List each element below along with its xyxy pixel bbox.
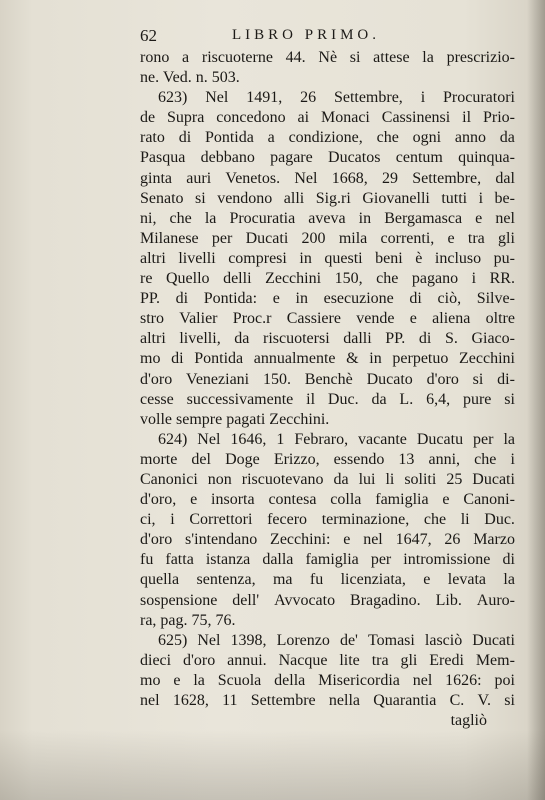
word: in [369,350,382,368]
word: Ducatos [328,149,381,167]
word: anno [454,129,486,147]
text-line [140,651,515,671]
word: colla [330,491,362,509]
word: che [376,270,399,288]
word: vacante [358,430,407,448]
text-line [140,370,515,390]
word: Auro- [476,591,515,609]
word: tutti [441,189,468,207]
word: Silve- [476,290,515,308]
page-bottom-shadow [0,730,545,800]
word: pure [462,390,492,408]
word: Supra [167,109,205,127]
text-line [140,430,515,450]
word: 150, [334,270,363,288]
text-line [140,48,515,68]
word: che [169,209,192,227]
word: 1628, [172,692,209,709]
word: riscuotevano [241,470,324,488]
word: di [178,129,192,147]
word: gli [400,651,418,669]
word: Senato [140,189,184,207]
word: rato [140,129,165,147]
word: ai [297,109,310,127]
word: Cassiere [286,310,341,328]
word: riscuotersi [262,330,330,348]
word: concedono [216,109,286,127]
word: de [140,109,156,127]
word: Avvocato [274,591,336,609]
word: stro [140,310,164,328]
word: Pontida [194,350,244,368]
word: di [502,551,515,569]
word: fatta [165,551,194,569]
word: 1491, [246,89,283,107]
word: 624) [158,430,188,448]
word: Giaco- [471,330,515,348]
word: ni, [140,209,157,227]
word: 623) [158,89,188,107]
word: 1398, [230,631,267,649]
word: sentenza, [196,571,256,589]
word: Sig.ri [315,189,351,207]
word: Correttori [189,511,253,529]
word: licenziata, [340,571,406,589]
word: Lib. [435,591,462,609]
word: Bergamasca [384,209,463,227]
word: 1626: [445,671,482,689]
word: li [385,470,395,488]
word: de' [339,631,358,649]
word: & [346,350,359,368]
word: d'oro, [140,491,177,509]
word: essendo [333,450,385,468]
word: e [475,209,483,227]
text-line [140,108,515,128]
word: annualmente [253,350,336,368]
word: ciò, [437,290,462,308]
word: i [510,450,515,468]
word: Nel [197,430,221,448]
word: ci, [140,511,156,529]
word: istanza [205,551,251,569]
word: i [170,511,175,529]
word: vende [356,310,395,328]
word: Monaci [320,109,370,127]
body-text [140,48,515,731]
word: tra [467,229,485,247]
word: 29 [381,169,398,187]
running-title: LIBRO PRIMO. [232,27,381,43]
word: Procuratia [229,209,296,227]
word: per [473,430,494,448]
word: Settembre, [412,169,482,187]
text-line [140,671,515,691]
word: questi [324,249,363,267]
word: prescrizio- [446,49,515,66]
word: dal [495,169,515,187]
word: Pontida [204,129,254,147]
word: Proc.r [232,310,272,328]
word: Febraro, [294,430,349,448]
word: L. [399,390,414,408]
word: centum [395,149,443,167]
catchword: tagliò [450,712,487,730]
word: perpetuo [392,350,449,368]
text-line [140,550,515,570]
word: Misericordia [318,671,400,689]
word: e [409,310,417,328]
word: attese [373,49,410,66]
text-line: ne. Ved. n. 503. [140,69,240,87]
word: altri [140,249,166,267]
word: nella [328,692,360,709]
text-line [140,169,515,189]
text-line: ra, pag. 75, 76. [140,611,236,629]
word: Bragadino. [350,591,421,609]
word: livelli [178,249,216,267]
text-line [140,570,515,590]
word: il [306,390,316,408]
word: la [204,209,217,227]
word: e [447,229,455,247]
word: Ducatu [416,430,464,448]
word: è [415,249,423,267]
word: morte [140,450,178,468]
word: d'oro [183,651,216,669]
word: soliti [404,470,437,488]
word: fu [309,571,324,589]
word: Settembre [250,692,316,709]
text-line [140,591,515,611]
word: si [195,189,206,207]
word: da [499,129,515,147]
word: fu [140,551,154,569]
text-line [140,450,515,470]
word: Prio- [482,109,515,127]
word: condizione, [288,129,363,147]
word: Canonici [140,470,198,488]
word: contesa [268,491,317,509]
word: auri [186,169,212,187]
word: 1668, [331,169,368,187]
word: da [371,390,387,408]
word: 44. [285,49,306,66]
word: pu- [493,249,515,267]
word: che [474,450,497,468]
word: rono [140,49,170,66]
text-line [140,490,515,510]
text-line [140,470,515,490]
word: gli [498,229,515,247]
word: Quello [165,270,210,288]
word: Marzo [473,531,515,549]
word: 13 [398,450,415,468]
word: i [478,189,484,207]
word: V. [477,692,492,709]
word: Zecchini: [270,531,331,549]
word: aliena [432,310,471,328]
word: in [299,249,312,267]
word: mila [338,229,368,247]
word: Duc. [484,511,515,529]
text-line [140,88,515,108]
word: Valier [179,310,218,328]
word: si [349,49,361,66]
word: d'oro [426,370,459,388]
word: anni, [428,450,461,468]
word: alli [283,189,305,207]
word: da [333,470,349,488]
text-line [140,269,515,289]
word: annui. [227,651,267,669]
word: di [175,290,189,308]
word: Benchè [304,370,353,388]
word: Nel [197,631,221,649]
word: Veneziani [186,370,250,388]
word: a [267,129,275,147]
word: 1647, [395,531,432,549]
word: Ducato [366,370,413,388]
word: in [295,290,308,308]
word: del [191,450,211,468]
word: Nacque [278,651,328,669]
text-line [140,289,515,309]
word: Cassinensi [381,109,451,127]
word: e [442,491,450,509]
word: 1646, [230,430,267,448]
word: che [423,511,447,529]
word: debbano [200,149,255,167]
word: Zecchini [459,350,515,368]
word: 26 [444,531,461,549]
word: PP. [385,330,406,348]
word: Zecchini [265,270,322,288]
word: dalla [262,551,294,569]
word: tra [371,651,389,669]
page-header [140,26,500,48]
word: Giovanelli [362,189,430,207]
word: lui [358,470,376,488]
word: pagano [411,270,459,288]
word: non [207,470,232,488]
word: Nè [318,49,338,66]
word: la [503,430,515,448]
word: quinqua- [458,149,515,167]
word: Milanese [140,229,199,247]
word: a [182,49,190,66]
word: e [272,290,280,308]
word: correnti, [380,229,435,247]
word: ma [272,571,293,589]
text-line [140,510,515,530]
word: successivamente [186,390,294,408]
word: di- [497,370,515,388]
word: 25 [446,470,463,488]
word: riscuoterne [201,49,273,66]
word: li [460,511,470,529]
word: Lorenzo [276,631,330,649]
text-line [140,249,515,269]
word: dalli [343,330,372,348]
word: 11 [222,692,238,709]
word: dieci [140,651,172,669]
word: dell' [232,591,260,609]
word: 26 [300,89,317,107]
word: Ducati [472,631,515,649]
word: s'intendano [185,531,258,549]
word: insorta [211,491,255,509]
word: PP. [140,290,161,308]
word: Ducati [472,470,515,488]
word: intromissione [403,551,491,569]
text-line [140,349,515,369]
word: d'oro [140,370,173,388]
word: di [418,330,432,348]
word: poi [494,671,515,689]
text-line [140,631,515,651]
text-line [140,329,515,349]
word: famiglia [375,491,429,509]
word: la [503,571,515,589]
word: esecuzione [323,290,394,308]
word: Ducati [245,229,289,247]
word: 150. [262,370,291,388]
word: Eredi [429,651,464,669]
word: Doge [225,450,260,468]
word: livelli, [179,330,221,348]
word: Venetos. [225,169,281,187]
word: compresi [228,249,287,267]
text-line [140,390,515,410]
word: be- [494,189,515,207]
word: aveva [308,209,346,227]
word: Nel [294,169,318,187]
word: il [462,109,472,127]
word: Canoni- [463,491,515,509]
word: Tomasi [367,631,415,649]
word: 1 [276,430,285,448]
word: in [358,209,372,227]
word: Pontida: [203,290,258,308]
word: oltre [485,310,515,328]
word: lite [339,651,360,669]
word: fecero [267,511,308,529]
word: Procuratori [443,89,515,107]
word: e [343,531,351,549]
word: 625) [158,631,188,649]
word: beni [375,249,403,267]
word: nel [140,692,160,709]
word: della [274,671,306,689]
word: si [504,692,515,709]
word: lasciò [424,631,463,649]
word: 6,4, [426,390,451,408]
text-line [140,189,515,209]
word: Nel [205,89,229,107]
word: quella [140,571,180,589]
page-edge-shadow [527,0,545,800]
word: mo [140,350,161,368]
word: nel [495,209,515,227]
word: C. [449,692,465,709]
word: 200 [301,229,326,247]
word: S. [444,330,458,348]
word: Duc. [327,390,359,408]
text-line [140,128,515,148]
text-line [140,148,515,168]
word: cesse [140,390,174,408]
text-line [140,229,515,249]
word: e [190,491,198,509]
word: la [193,671,205,689]
word: si [472,370,484,388]
word: RR. [489,270,515,288]
word: sospensione [140,591,218,609]
word: Settembre, [333,89,403,107]
word: pagare [270,149,313,167]
word: e [423,571,431,589]
text-line: volle sempre pagati Zecchini. [140,410,330,428]
word: terminazione, [321,511,410,529]
word: e [173,671,181,689]
word: d'oro [140,531,173,549]
word: nel [363,531,383,549]
word: si [504,390,515,408]
word: da [234,330,250,348]
word: di [409,290,422,308]
word: vendono [217,189,273,207]
word: Erizzo, [273,450,320,468]
word: i [471,270,477,288]
word: per [370,551,392,569]
word: di [171,350,184,368]
word: Pasqua [140,149,186,167]
word: levata [447,571,486,589]
word: ginta [140,169,172,187]
word: Mem- [475,651,515,669]
word: la [422,49,434,66]
word: Quarantia [373,692,437,709]
word: nel [412,671,433,689]
word: famiglia [305,551,359,569]
word: ogni [412,129,442,147]
text-line [140,691,515,711]
text-line [140,530,515,550]
text-line [140,209,515,229]
word: delli [223,270,252,288]
word: per [211,229,233,247]
word: incluso [434,249,482,267]
word: altri [140,330,166,348]
word: re [140,270,153,288]
word: i [420,89,426,107]
word: mo [140,671,161,689]
text-line [140,309,515,329]
word: che [376,129,399,147]
word: Scuola [217,671,262,689]
page-number: 62 [140,26,157,45]
